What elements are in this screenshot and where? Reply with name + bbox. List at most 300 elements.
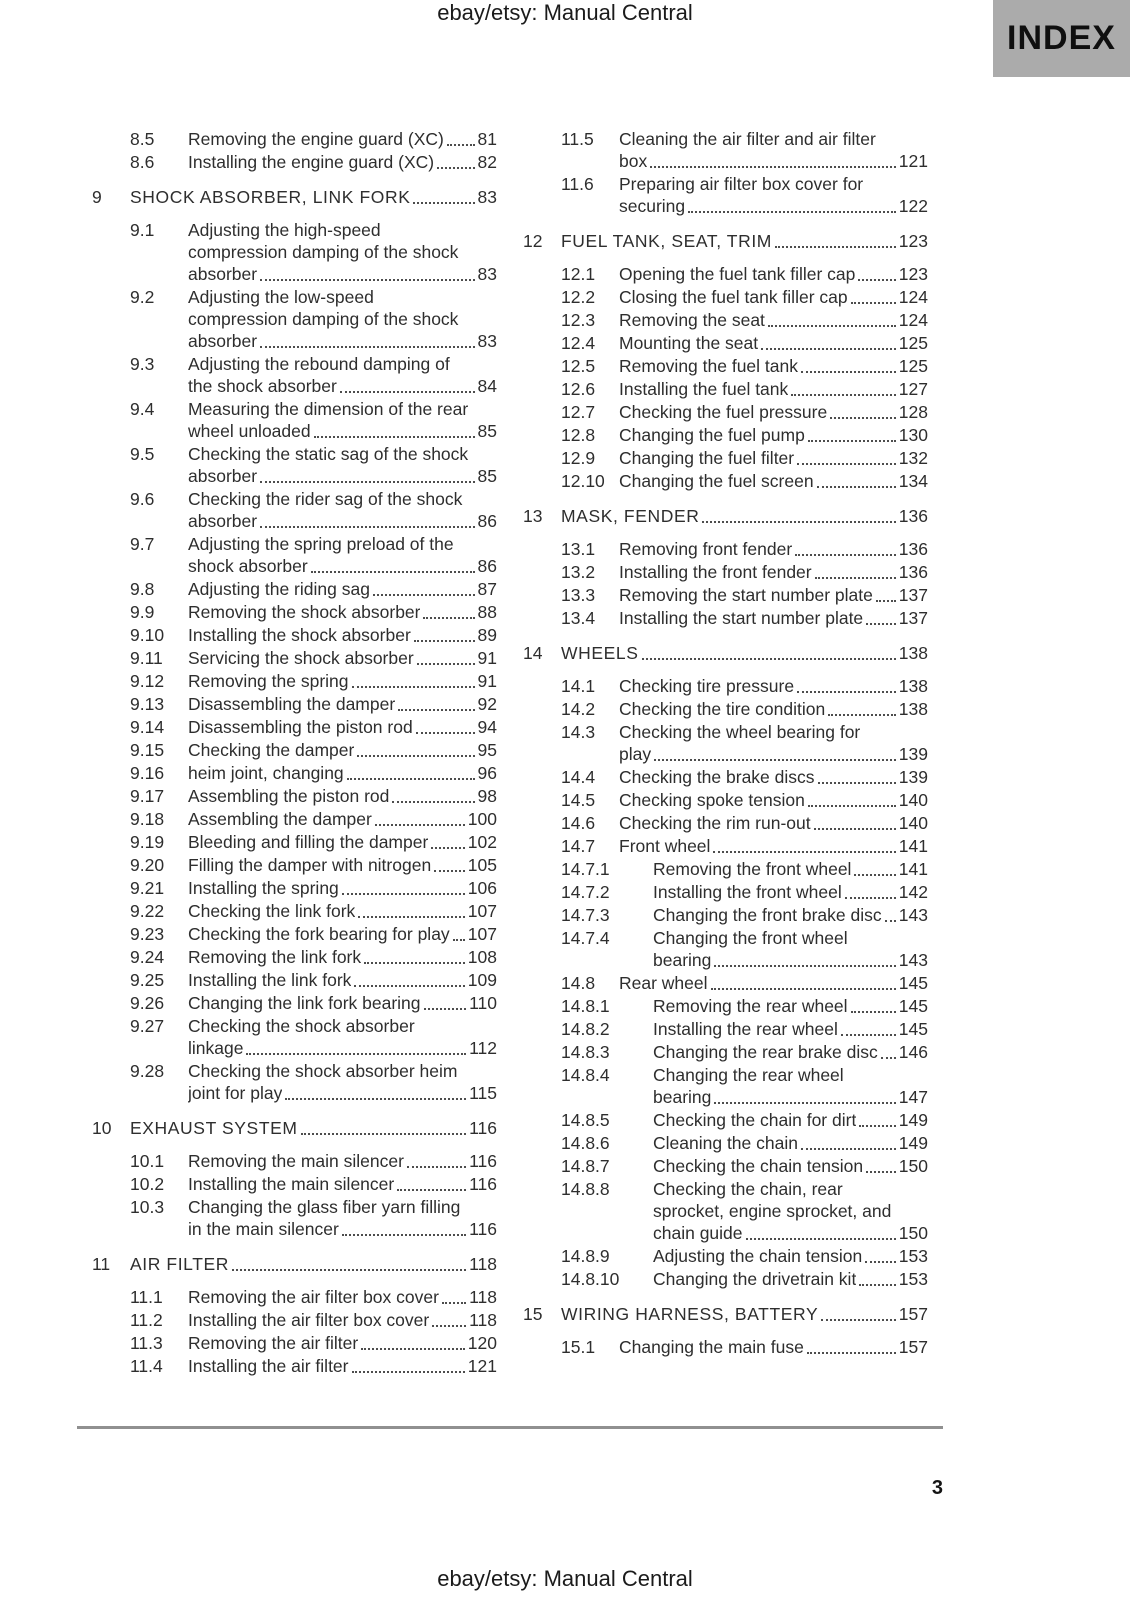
dot-leader xyxy=(817,486,896,488)
dot-leader xyxy=(797,691,896,693)
toc-entry-row xyxy=(523,812,928,834)
entry-title: Checking the rim run-out xyxy=(619,813,811,833)
entry-number: 9.17 xyxy=(130,786,165,806)
entry-last-line xyxy=(188,578,497,600)
entry-last-line xyxy=(188,693,497,715)
entry-title: Opening the fuel tank filler cap xyxy=(619,264,856,284)
dot-leader xyxy=(854,874,895,876)
entry-last-line xyxy=(561,230,928,252)
entry-body xyxy=(188,716,497,738)
entry-number: 8.5 xyxy=(130,129,155,149)
entry-body xyxy=(188,1150,497,1172)
entry-number: 9.14 xyxy=(130,717,165,737)
entry-page-number: 153 xyxy=(898,1269,928,1289)
entry-title: Installing the link fork xyxy=(188,970,352,990)
entry-last-line xyxy=(653,1109,928,1131)
toc-entry-row xyxy=(523,561,928,583)
toc-entry-row xyxy=(523,1132,928,1154)
entry-text-line: Changing the glass fiber yarn filling xyxy=(188,1197,461,1217)
entry-page-number: 83 xyxy=(477,264,497,284)
entry-body xyxy=(188,1015,497,1059)
entry-number: 14.3 xyxy=(561,722,596,742)
toc-entry-row xyxy=(92,670,497,692)
toc-entry-row xyxy=(92,716,497,738)
toc-entry-row xyxy=(92,398,497,442)
entry-title: Adjusting the riding sag xyxy=(188,579,370,599)
entry-last-line xyxy=(188,1332,497,1354)
toc-entry-row xyxy=(92,647,497,669)
entry-body xyxy=(619,607,928,629)
dot-leader xyxy=(801,371,896,373)
entry-page-number: 108 xyxy=(467,947,497,967)
entry-body xyxy=(188,808,497,830)
entry-page-number: 137 xyxy=(898,585,928,605)
entry-page-number: 86 xyxy=(477,511,497,531)
entry-title: Checking the link fork xyxy=(188,901,356,921)
entry-title: EXHAUST SYSTEM xyxy=(130,1118,298,1138)
entry-number: 15 xyxy=(523,1304,543,1324)
entry-last-line xyxy=(619,332,928,354)
entry-text-line: sprocket, engine sprocket, and xyxy=(653,1201,892,1221)
entry-page-number: 121 xyxy=(898,151,928,171)
entry-title: Changing the drivetrain kit xyxy=(653,1269,857,1289)
entry-title: Installing the air filter xyxy=(188,1356,349,1376)
entry-body xyxy=(188,398,497,442)
entry-number: 9.2 xyxy=(130,287,155,307)
entry-page-number: 89 xyxy=(477,625,497,645)
entry-title: Installing the shock absorber xyxy=(188,625,411,645)
entry-title: Changing the fuel pump xyxy=(619,425,805,445)
toc-entry-row xyxy=(92,693,497,715)
entry-body xyxy=(619,332,928,354)
entry-text-line: Adjusting the rebound damping of xyxy=(188,354,450,374)
entry-number: 14.6 xyxy=(561,813,596,833)
entry-number: 11.3 xyxy=(130,1333,163,1353)
entry-number: 9.25 xyxy=(130,970,165,990)
entry-number: 12.6 xyxy=(561,379,596,399)
dot-leader xyxy=(711,988,896,990)
entry-number: 9.12 xyxy=(130,671,165,691)
entry-last-line xyxy=(653,995,928,1017)
dot-leader xyxy=(866,1171,896,1173)
entry-body xyxy=(653,1018,928,1040)
entry-body xyxy=(619,835,928,857)
entry-body xyxy=(130,1253,497,1275)
entry-body xyxy=(619,561,928,583)
entry-page-number: 92 xyxy=(477,694,497,714)
entry-body xyxy=(188,1309,497,1331)
toc-chapter-row xyxy=(523,642,928,664)
entry-number: 14.8.8 xyxy=(561,1179,610,1199)
entry-page-number: 132 xyxy=(898,448,928,468)
entry-body xyxy=(188,647,497,669)
toc-entry-row xyxy=(523,1336,928,1358)
entry-number: 14 xyxy=(523,643,543,663)
entry-last-line xyxy=(653,904,928,926)
entry-number: 9.20 xyxy=(130,855,165,875)
toc-entry-row xyxy=(523,263,928,285)
toc-entry-row xyxy=(523,309,928,331)
entry-last-line xyxy=(188,739,497,761)
entry-last-line xyxy=(188,992,497,1014)
entry-page-number: 138 xyxy=(898,643,928,663)
entry-number: 9.7 xyxy=(130,534,155,554)
entry-number: 9.10 xyxy=(130,625,165,645)
entry-number: 12.3 xyxy=(561,310,596,330)
dot-leader xyxy=(260,526,474,528)
entry-title: Checking the chain for dirt xyxy=(653,1110,857,1130)
entry-body xyxy=(188,353,497,397)
toc-entry-row xyxy=(92,353,497,397)
entry-number: 12.5 xyxy=(561,356,596,376)
dot-leader xyxy=(342,1234,466,1236)
dot-leader xyxy=(818,782,896,784)
entry-number: 14.8.1 xyxy=(561,996,610,1016)
entry-number: 14.4 xyxy=(561,767,596,787)
entry-text-line: Changing the rear wheel xyxy=(653,1065,844,1085)
entry-number: 11 xyxy=(92,1254,111,1274)
toc-entry-row xyxy=(92,1015,497,1059)
entry-number: 15.1 xyxy=(561,1337,596,1357)
entry-body xyxy=(619,789,928,811)
dot-leader xyxy=(702,521,895,523)
dot-leader xyxy=(775,246,896,248)
entry-number: 13 xyxy=(523,506,543,526)
entry-last-line xyxy=(188,1309,497,1331)
entry-body xyxy=(653,904,928,926)
toc-entry-row xyxy=(523,835,928,857)
entry-title: the shock absorber xyxy=(188,376,337,396)
entry-body xyxy=(188,286,497,352)
entry-body xyxy=(188,151,497,173)
dot-leader xyxy=(232,1269,466,1271)
dot-leader xyxy=(352,1371,465,1373)
entry-body xyxy=(188,900,497,922)
entry-body xyxy=(188,762,497,784)
entry-number: 9.23 xyxy=(130,924,165,944)
entry-number: 14.7.3 xyxy=(561,905,610,925)
entry-page-number: 106 xyxy=(467,878,497,898)
entry-last-line xyxy=(188,969,497,991)
dot-leader xyxy=(851,302,896,304)
toc-entry-row xyxy=(92,1060,497,1104)
toc-entry-row xyxy=(523,355,928,377)
toc-entry-row xyxy=(523,128,928,172)
entry-last-line xyxy=(188,1037,497,1059)
entry-title: Removing front fender xyxy=(619,539,793,559)
entry-number: 9.21 xyxy=(130,878,165,898)
entry-page-number: 137 xyxy=(898,608,928,628)
entry-title: Checking the tire condition xyxy=(619,699,826,719)
toc-entry-row xyxy=(523,173,928,217)
entry-body xyxy=(188,946,497,968)
entry-title: Removing the engine guard (XC) xyxy=(188,129,444,149)
entry-title: shock absorber xyxy=(188,556,308,576)
entry-body xyxy=(619,424,928,446)
entry-page-number: 82 xyxy=(477,152,497,172)
entry-title: bearing xyxy=(653,950,712,970)
toc-entry-row xyxy=(523,858,928,880)
entry-body xyxy=(653,927,928,971)
entry-body xyxy=(188,624,497,646)
entry-body xyxy=(653,1064,928,1108)
toc-entry-row xyxy=(92,1286,497,1308)
entry-last-line xyxy=(188,1150,497,1172)
entry-page-number: 138 xyxy=(898,699,928,719)
toc-entry-row xyxy=(92,601,497,623)
entry-page-number: 127 xyxy=(898,379,928,399)
entry-last-line xyxy=(561,1303,928,1325)
entry-last-line xyxy=(619,835,928,857)
entry-text-line: Measuring the dimension of the rear xyxy=(188,399,469,419)
header-title: ebay/etsy: Manual Central xyxy=(437,0,693,25)
toc-entry-row xyxy=(92,219,497,285)
entry-page-number: 107 xyxy=(467,924,497,944)
entry-page-number: 105 xyxy=(467,855,497,875)
entry-body xyxy=(653,1178,928,1244)
entry-last-line xyxy=(188,670,497,692)
entry-last-line xyxy=(619,743,928,765)
entry-body xyxy=(619,378,928,400)
entry-body xyxy=(653,1245,928,1267)
entry-last-line xyxy=(653,1132,928,1154)
entry-page-number: 116 xyxy=(469,1174,497,1194)
entry-number: 9.8 xyxy=(130,579,155,599)
entry-page-number: 110 xyxy=(469,993,497,1013)
entry-last-line xyxy=(188,1173,497,1195)
entry-last-line xyxy=(188,330,497,352)
entry-title: Changing the fuel filter xyxy=(619,448,795,468)
entry-last-line xyxy=(188,1218,497,1240)
dot-leader xyxy=(431,847,464,849)
dot-leader xyxy=(361,1348,465,1350)
entry-title: box xyxy=(619,151,648,171)
entry-body xyxy=(619,698,928,720)
toc-entry-row xyxy=(92,151,497,173)
entry-title: Assembling the piston rod xyxy=(188,786,390,806)
entry-text-line: Preparing air filter box cover for xyxy=(619,174,864,194)
entry-body xyxy=(188,443,497,487)
entry-last-line xyxy=(188,808,497,830)
entry-number: 9.9 xyxy=(130,602,155,622)
toc-entry-row xyxy=(92,488,497,532)
dot-leader xyxy=(442,1302,466,1304)
entry-number: 11.1 xyxy=(130,1287,163,1307)
dot-leader xyxy=(246,1053,466,1055)
entry-number: 13.1 xyxy=(561,539,596,559)
entry-body xyxy=(188,969,497,991)
entry-last-line xyxy=(653,1268,928,1290)
dot-leader xyxy=(851,1011,896,1013)
toc-entry-row xyxy=(523,401,928,423)
dot-leader xyxy=(858,279,895,281)
entry-page-number: 140 xyxy=(898,790,928,810)
entry-text-line: Checking the static sag of the shock xyxy=(188,444,469,464)
entry-title: chain guide xyxy=(653,1223,743,1243)
entry-body xyxy=(188,1332,497,1354)
entry-page-number: 147 xyxy=(898,1087,928,1107)
entry-page-number: 112 xyxy=(469,1038,497,1058)
toc-entry-row xyxy=(523,447,928,469)
entry-page-number: 136 xyxy=(898,562,928,582)
entry-page-number: 94 xyxy=(477,717,497,737)
entry-page-number: 83 xyxy=(477,331,497,351)
entry-number: 11.5 xyxy=(561,129,594,149)
entry-body xyxy=(188,1286,497,1308)
entry-last-line xyxy=(619,607,928,629)
toc-entry-row xyxy=(92,900,497,922)
entry-title: Changing the rear brake disc xyxy=(653,1042,878,1062)
entry-number: 10.1 xyxy=(130,1151,165,1171)
entry-last-line xyxy=(619,378,928,400)
toc-chapter-row xyxy=(523,1303,928,1325)
entry-last-line xyxy=(130,1117,497,1139)
entry-body xyxy=(188,923,497,945)
entry-title: Installing the engine guard (XC) xyxy=(188,152,435,172)
entry-number: 9 xyxy=(92,187,102,207)
dot-leader xyxy=(342,893,465,895)
toc-entry-row xyxy=(92,128,497,150)
entry-last-line xyxy=(188,854,497,876)
entry-body xyxy=(561,230,928,252)
toc-entry-row xyxy=(92,1355,497,1377)
entry-last-line xyxy=(619,470,928,492)
entry-title: WHEELS xyxy=(561,643,639,663)
toc-entry-row xyxy=(523,424,928,446)
entry-title: Checking the damper xyxy=(188,740,355,760)
entry-page-number: 85 xyxy=(477,421,497,441)
entry-last-line xyxy=(619,698,928,720)
entry-last-line xyxy=(188,716,497,738)
entry-number: 11.4 xyxy=(130,1356,163,1376)
index-tab xyxy=(993,0,1130,77)
entry-title: Rear wheel xyxy=(619,973,708,993)
entry-number: 9.6 xyxy=(130,489,155,509)
entry-title: Mounting the seat xyxy=(619,333,759,353)
entry-page-number: 149 xyxy=(898,1110,928,1130)
entry-body xyxy=(619,309,928,331)
entry-body xyxy=(619,263,928,285)
entry-title: heim joint, changing xyxy=(188,763,344,783)
entry-body xyxy=(619,470,928,492)
dot-leader xyxy=(447,144,475,146)
entry-title: FUEL TANK, SEAT, TRIM xyxy=(561,231,772,251)
dot-leader xyxy=(260,279,474,281)
entry-title: Checking spoke tension xyxy=(619,790,805,810)
entry-last-line xyxy=(619,584,928,606)
entry-title: Installing the rear wheel xyxy=(653,1019,838,1039)
entry-last-line xyxy=(188,762,497,784)
dot-leader xyxy=(352,686,475,688)
entry-body xyxy=(561,1303,928,1325)
entry-title: Installing the start number plate xyxy=(619,608,864,628)
entry-page-number: 115 xyxy=(469,1083,497,1103)
dot-leader xyxy=(285,1098,466,1100)
entry-title: Checking the brake discs xyxy=(619,767,815,787)
entry-page-number: 87 xyxy=(477,579,497,599)
entry-last-line xyxy=(653,949,928,971)
entry-last-line xyxy=(188,465,497,487)
entry-number: 14.8.4 xyxy=(561,1065,610,1085)
dot-leader xyxy=(413,202,474,204)
entry-page-number: 136 xyxy=(898,506,928,526)
dot-leader xyxy=(416,732,475,734)
entry-body xyxy=(653,1132,928,1154)
entry-number: 14.8.6 xyxy=(561,1133,610,1153)
entry-page-number: 145 xyxy=(898,996,928,1016)
entry-number: 14.8.9 xyxy=(561,1246,610,1266)
toc-entry-row xyxy=(523,538,928,560)
entry-title: Disassembling the piston rod xyxy=(188,717,413,737)
entry-title: MASK, FENDER xyxy=(561,506,700,526)
toc-entry-row xyxy=(523,378,928,400)
entry-body xyxy=(188,1355,497,1377)
entry-last-line xyxy=(619,675,928,697)
dot-leader xyxy=(808,805,896,807)
entry-number: 9.22 xyxy=(130,901,165,921)
dot-leader xyxy=(392,801,474,803)
entry-last-line xyxy=(619,1336,928,1358)
dot-leader xyxy=(808,440,896,442)
entry-text-line: Checking the wheel bearing for xyxy=(619,722,861,742)
toc-entry-row xyxy=(92,1196,497,1240)
entry-number: 10 xyxy=(92,1118,112,1138)
entry-number: 9.27 xyxy=(130,1016,165,1036)
toc-chapter-row xyxy=(92,1253,497,1275)
entry-last-line xyxy=(188,647,497,669)
entry-title: linkage xyxy=(188,1038,244,1058)
toc-entry-row xyxy=(92,946,497,968)
entry-page-number: 142 xyxy=(898,882,928,902)
toc-entry-row xyxy=(523,721,928,765)
dot-leader xyxy=(424,1008,467,1010)
toc-entry-row xyxy=(523,1064,928,1108)
entry-text-line: Changing the front wheel xyxy=(653,928,848,948)
entry-last-line xyxy=(653,1155,928,1177)
entry-number: 9.19 xyxy=(130,832,165,852)
toc-entry-row xyxy=(523,789,928,811)
toc-entry-row xyxy=(92,854,497,876)
entry-last-line xyxy=(619,263,928,285)
dot-leader xyxy=(876,600,896,602)
entry-last-line xyxy=(130,1253,497,1275)
dot-leader xyxy=(260,481,474,483)
dot-leader xyxy=(815,577,896,579)
dot-leader xyxy=(768,325,896,327)
entry-number: 13.2 xyxy=(561,562,596,582)
entry-page-number: 91 xyxy=(477,671,497,691)
entry-title: Disassembling the damper xyxy=(188,694,396,714)
entry-page-number: 150 xyxy=(898,1156,928,1176)
entry-title: Removing the shock absorber xyxy=(188,602,421,622)
entry-body xyxy=(653,881,928,903)
toc-entry-row xyxy=(92,1332,497,1354)
entry-title: AIR FILTER xyxy=(130,1254,230,1274)
entry-title: Removing the air filter xyxy=(188,1333,359,1353)
dot-leader xyxy=(375,824,465,826)
entry-last-line xyxy=(619,195,928,217)
dot-leader xyxy=(373,594,475,596)
index-tab-label: INDEX xyxy=(1007,19,1116,57)
toc-entry-row xyxy=(92,762,497,784)
toc-entry-row xyxy=(523,675,928,697)
dot-leader xyxy=(866,623,896,625)
toc-entry-row xyxy=(92,877,497,899)
toc-chapter-row xyxy=(523,505,928,527)
entry-number: 9.28 xyxy=(130,1061,165,1081)
toc-entry-row xyxy=(523,332,928,354)
entry-last-line xyxy=(619,789,928,811)
